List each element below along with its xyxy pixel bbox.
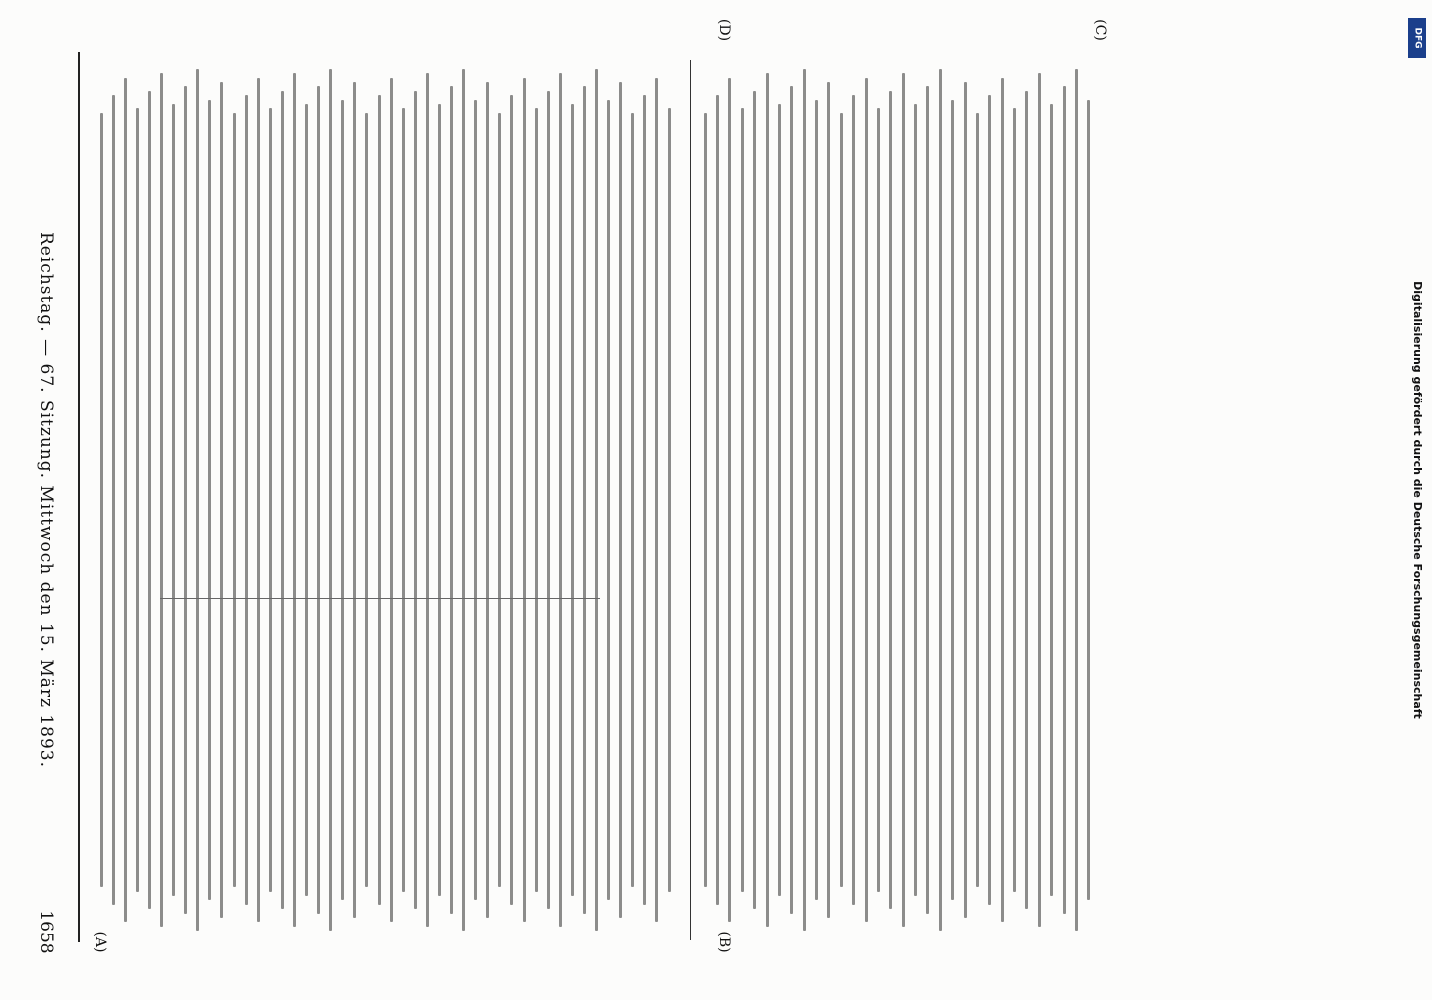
text-line (293, 73, 296, 927)
text-line (1063, 86, 1066, 913)
text-line (914, 104, 917, 896)
text-line (172, 104, 175, 896)
text-line (112, 95, 115, 905)
text-line (281, 91, 284, 909)
text-line (815, 100, 818, 901)
text-line (655, 78, 658, 923)
text-line (1087, 100, 1090, 901)
text-line (498, 113, 501, 887)
text-line (716, 95, 719, 905)
digitization-credit: Digitalisierung gefördert durch die Deutsche Forschungsgemeinschaft (1411, 281, 1424, 719)
text-line (523, 78, 526, 923)
text-line (840, 113, 843, 887)
text-line (595, 69, 598, 931)
text-line (124, 78, 127, 923)
text-line (704, 113, 707, 887)
text-line (976, 113, 979, 887)
text-line (486, 82, 489, 918)
text-line (474, 100, 477, 901)
text-line (988, 95, 991, 905)
text-line (100, 113, 103, 887)
text-line (1013, 108, 1016, 891)
text-line (619, 82, 622, 918)
text-line (148, 91, 151, 909)
text-line (208, 100, 211, 901)
text-line (902, 73, 905, 927)
text-line (220, 82, 223, 918)
text-line (926, 86, 929, 913)
column-marker-b: (B) (716, 931, 732, 953)
text-line (631, 113, 634, 887)
text-line (1075, 69, 1078, 931)
text-line (790, 86, 793, 913)
text-line (257, 78, 260, 923)
text-line (753, 91, 756, 909)
text-line (535, 108, 538, 891)
text-line (643, 95, 646, 905)
text-line (510, 95, 513, 905)
text-line (184, 86, 187, 913)
text-line (1038, 73, 1041, 927)
text-line (378, 95, 381, 905)
text-line (136, 108, 139, 891)
text-line (462, 69, 465, 931)
running-head: Reichstag. — 67. Sitzung. Mittwoch den 15. März 1893. (36, 231, 56, 769)
text-line (426, 73, 429, 927)
text-line (341, 100, 344, 901)
text-line (607, 100, 610, 901)
text-line (803, 69, 806, 931)
text-line (438, 104, 441, 896)
page-number: 1658 (36, 910, 56, 954)
text-line (728, 78, 731, 923)
text-line (329, 69, 332, 931)
text-line (196, 69, 199, 931)
text-line (365, 113, 368, 887)
text-line (668, 108, 671, 891)
text-line (778, 104, 781, 896)
column-marker-c: (C) (1092, 19, 1108, 41)
section-divider (160, 598, 600, 599)
text-line (269, 108, 272, 891)
text-line (245, 95, 248, 905)
text-line (390, 78, 393, 923)
text-line (766, 73, 769, 927)
text-line (559, 73, 562, 927)
text-line (160, 73, 163, 927)
text-line (571, 104, 574, 896)
dfg-logo (1408, 18, 1426, 58)
text-line (353, 82, 356, 918)
text-line (1025, 91, 1028, 909)
text-line (939, 69, 942, 931)
text-column-left (96, 60, 676, 940)
text-line (402, 108, 405, 891)
text-line (865, 78, 868, 923)
text-line (1001, 78, 1004, 923)
text-line (450, 86, 453, 913)
text-line (233, 113, 236, 887)
text-line (305, 104, 308, 896)
text-line (852, 95, 855, 905)
dfg-logo-label: DFG (1412, 27, 1423, 49)
text-line (889, 91, 892, 909)
column-divider (690, 60, 691, 940)
text-line (547, 91, 550, 909)
text-line (877, 108, 880, 891)
text-line (964, 82, 967, 918)
column-marker-a: (A) (92, 931, 108, 953)
header-rule (78, 52, 80, 942)
text-column-right (700, 60, 1096, 940)
column-marker-d: (D) (716, 18, 732, 42)
text-line (741, 108, 744, 891)
text-line (583, 86, 586, 913)
text-line (951, 100, 954, 901)
text-line (317, 86, 320, 913)
text-line (1050, 104, 1053, 896)
text-line (414, 91, 417, 909)
text-line (827, 82, 830, 918)
